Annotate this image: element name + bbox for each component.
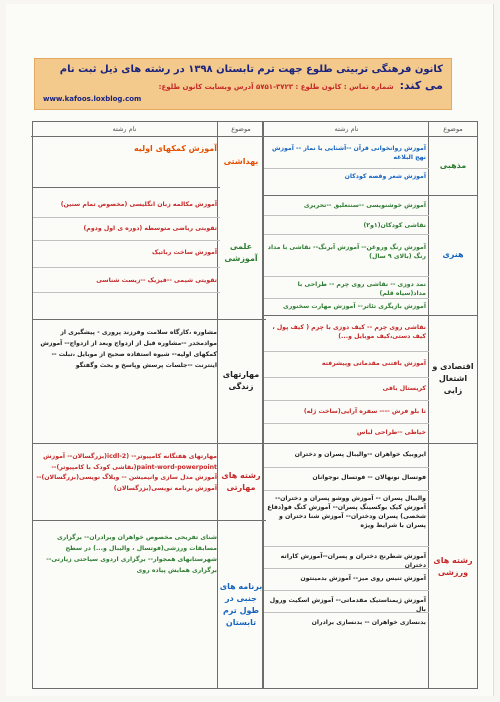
list-item: آموزش شطرنج دختران و پسران--آموزش کاراته دختران: [280, 553, 426, 569]
list-item: تقویتی شیمی --فیزیک --زیست شناسی: [96, 277, 217, 284]
category-scientific: علمی آموزشی: [224, 242, 258, 263]
sub-divider: [264, 590, 429, 591]
sub-divider: [264, 351, 429, 352]
header-subject-left: موضوع: [218, 122, 264, 137]
sub-divider: [264, 490, 429, 491]
sub-divider: [264, 612, 429, 613]
category-health: بهداشتی: [223, 157, 259, 166]
row-divider: [33, 187, 220, 188]
header-subtitle-lead: می کند:: [399, 79, 443, 92]
sub-divider: [264, 215, 429, 216]
list-item: آموزش ژیمناستیک مقدماتی-- آموزش اسکیت ورول بال: [269, 597, 426, 613]
list-item: آموزش تنیس روی میز-- آموزش بدمینتون: [300, 575, 426, 582]
header-name-right: نام رشته: [264, 122, 429, 137]
list-item: آموزش کمکهای اولیه: [133, 144, 217, 153]
list-item: تا بلو فرش ---- سفره آرایی(ساخت ژله): [303, 408, 426, 415]
list-item: آموزش ساخت رباتیک: [151, 249, 217, 256]
category-religious: مذهبی: [439, 161, 467, 170]
list-item: آموزش خوشنویسی --سنتعلیق --تحریری: [303, 202, 426, 209]
header-name-left: نام رشته: [31, 122, 218, 137]
category-skill-fields: رشته های مهارتی: [221, 470, 261, 492]
list-item: کریستال بافی: [382, 385, 426, 392]
list-item: آموزش بازیگری تئاتر-- آموزش مهارت سخنوری: [283, 303, 426, 310]
header-contact: شماره تماس : کانون طلوع : ۳۷۲۳-۵۷۵۱ آدرس وبسایت کانون طلوع:: [158, 83, 394, 91]
sub-divider: [264, 467, 429, 468]
header-url[interactable]: www.kafoos.loxblog.com: [43, 95, 142, 103]
sub-divider: [264, 276, 429, 277]
sub-divider: [33, 240, 220, 241]
list-item: نقاشی کودکان(۱و۲): [363, 222, 426, 229]
list-item: نقاشی روی چرم -- کیف دوزی با چرم ( کیف پول ، کیف دستی،کیف موبایل و...): [272, 324, 426, 340]
document-page: [6, 4, 494, 696]
course-table: [32, 121, 478, 689]
list-item: ایروبیک خواهران --والیبال پسران و دختران: [294, 451, 426, 458]
list-item: مهارتهای هفتگانه کامپیوتر-- (icdl-2(بزرگسالان-- آموزش paint-word-powerpoint(نقاشی کودک با کامپیوتر)-- آموزش مدل سازی وانیمیشن -- ویلاگ نویسی(بزرگسالان)-- آموزش برنامه نویسی(بزرگسالان): [36, 453, 217, 492]
sub-divider: [264, 423, 429, 424]
category-life-skills: مهارتهای زندگی: [222, 370, 260, 391]
sub-divider: [33, 267, 220, 268]
category-sports: رشته های ورزشی: [433, 555, 473, 577]
sub-divider: [264, 234, 429, 235]
list-item: آموزش روانخوانی قرآن --آشنایی با نماز -- آموزش نهج البلاغه: [271, 145, 426, 161]
list-item: خیاطی --طراحی لباس: [356, 429, 426, 436]
list-item: تقویتی ریاضی متوسطه (دوره ی اول ودوم): [83, 225, 217, 232]
sub-divider: [264, 168, 429, 169]
list-item: آموزش مکالمه زبان انگلیسی (مخصوص تمام سنین): [60, 201, 217, 208]
sub-divider: [264, 377, 429, 378]
category-economic: اقتصادی و اشتغال زایی: [432, 362, 474, 395]
list-item: شنای تفریحی مخصوص خواهران وبرادران-- برگزاری مسابقات ورزشی(فوتسال ، والیبال و...) در سطح شهرستانهای همجوار-- برگزاری اردوی سیاحتی زیارتی-- برگزاری همایش پیاده روی: [46, 534, 217, 574]
category-side-programs: برنامه های جنبی در طول ترم تابستان: [219, 582, 263, 627]
list-item: نمد دوزی -- نقاشی روی چرم -- طراحی با مداد(سیاه قلم): [297, 281, 426, 297]
header-subject-right: موضوع: [429, 122, 477, 137]
header-banner: [34, 58, 452, 110]
header-title: کانون فرهنگی تربیتی طلوع جهت ترم تابستان ۱۳۹۸ در رشته های ذیل ثبت نام: [59, 64, 443, 75]
list-item: آموزش رنگ وروغن-- آموزش آبرنگ-- نقاشی با مداد رنگ (بالای ۹ سال): [267, 244, 426, 260]
sub-divider: [264, 546, 429, 547]
list-item: بدنسازی خواهران -- بدنسازی برادران: [311, 619, 426, 626]
sub-divider: [264, 400, 429, 401]
list-item: آموزش شعر وقصه کودکان: [344, 173, 426, 180]
list-item: مشاوره ،کارگاه سلامت وفرزند پروری - پیشگیری از موادمخدر --مشاوره قبل از ازدواج وبعد از ازدواج-- آموزش کمکهای اولیه-- شیوه استفاده صحیح از موبایل ،تبلت --اینترنت --جلسات پرسش وپاسخ و بحث وگفتگو: [40, 329, 217, 369]
list-item: آموزش بافتنی مقدماتی وپیشرفته: [321, 360, 426, 367]
sub-divider: [33, 217, 220, 218]
header-subtitle: [43, 80, 443, 93]
category-art: هنری: [442, 250, 464, 259]
list-item: فوتسال نونهالان -- فوتسال نوجوانان: [312, 474, 426, 481]
sub-divider: [33, 292, 220, 293]
sub-divider: [264, 298, 429, 299]
list-item: والیبال پسران -- آموزش ووشو پسران و دختران-- آموزش کیک بوکسینگ پسران-- آموزش کنگ فو(دفاع شخصی) پسران ودختران-- آموزش شنا دختران و پسران با شرایط ویژه: [267, 495, 426, 529]
